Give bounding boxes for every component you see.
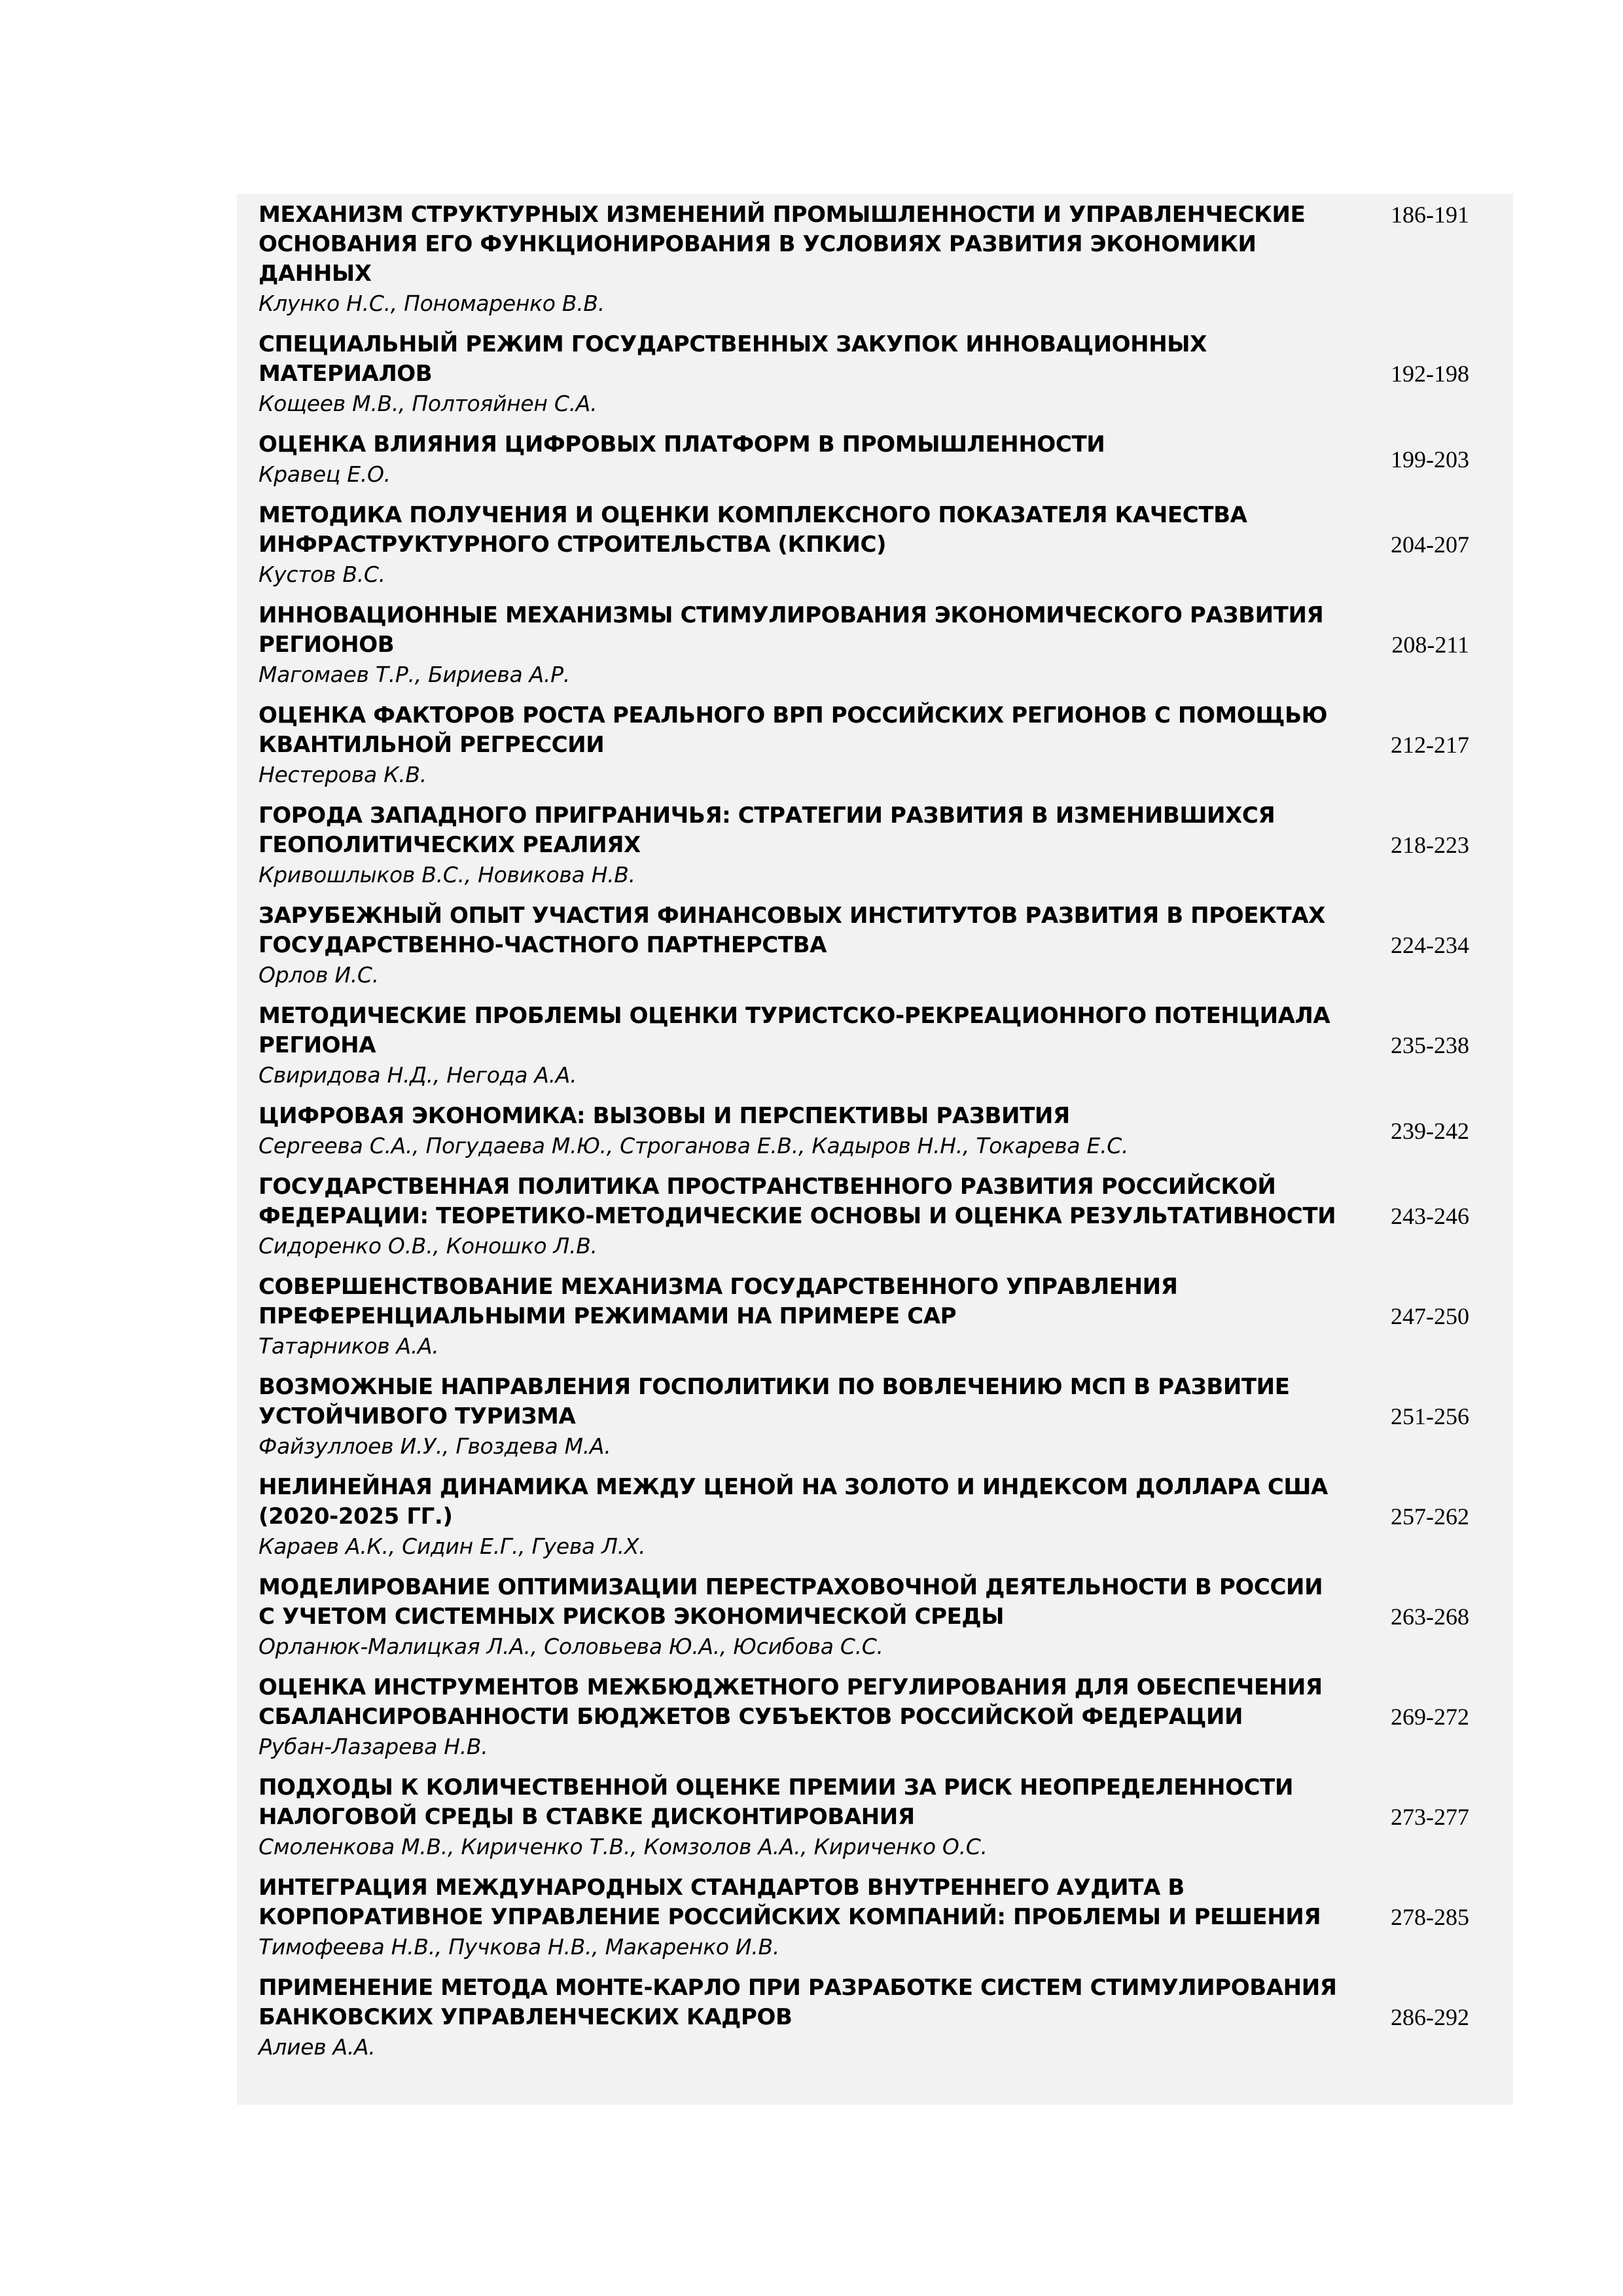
toc-entry-text xyxy=(259,1773,1338,1861)
toc-entry-text xyxy=(259,200,1338,318)
article-title: ОЦЕНКА ФАКТОРОВ РОСТА РЕАЛЬНОГО ВРП РОССИЙСКИХ РЕГИОНОВ С ПОМОЩЬЮ КВАНТИЛЬНОЙ РЕГРЕССИИ xyxy=(259,702,1328,758)
page-range: 247-250 xyxy=(1391,1303,1469,1329)
page-range: 186-191 xyxy=(1391,202,1469,228)
article-authors: Кравец Е.О. xyxy=(259,461,391,487)
toc-entry xyxy=(259,1372,1476,1461)
toc-entry-text xyxy=(259,1573,1338,1661)
article-authors: Кощеев М.В., Полтояйнен С.А. xyxy=(259,391,597,416)
page-range: 269-272 xyxy=(1391,1704,1469,1730)
article-authors: Сидоренко О.В., Коношко Л.В. xyxy=(259,1233,597,1259)
toc-entry-text xyxy=(259,1272,1338,1361)
toc-entry-text xyxy=(259,1473,1338,1561)
page-range: 286-292 xyxy=(1391,2004,1469,2030)
article-title: ГОСУДАРСТВЕННАЯ ПОЛИТИКА ПРОСТРАНСТВЕННОГО РАЗВИТИЯ РОССИЙСКОЙ ФЕДЕРАЦИИ: ТЕОРЕТИКО-МЕТОДИЧЕСКИЕ ОСНОВЫ И ОЦЕНКА РЕЗУЛЬТАТИВНОСТИ xyxy=(259,1174,1336,1229)
article-authors: Клунко Н.С., Пономаренко В.В. xyxy=(259,291,605,316)
page-range: 218-223 xyxy=(1391,832,1469,858)
article-title: МОДЕЛИРОВАНИЕ ОПТИМИЗАЦИИ ПЕРЕСТРАХОВОЧНОЙ ДЕЯТЕЛЬНОСТИ В РОССИИ С УЧЕТОМ СИСТЕМНЫХ РИСКОВ ЭКОНОМИЧЕСКОЙ СРЕДЫ xyxy=(259,1574,1323,1630)
page-range: 239-242 xyxy=(1391,1117,1469,1144)
page-range: 243-246 xyxy=(1391,1203,1469,1229)
toc-entry-text xyxy=(259,1973,1338,2062)
toc-entry xyxy=(259,1102,1476,1160)
toc-entry xyxy=(259,330,1476,418)
toc-entry xyxy=(259,1773,1476,1861)
toc-entry xyxy=(259,1001,1476,1090)
article-title: ОЦЕНКА ВЛИЯНИЯ ЦИФРОВЫХ ПЛАТФОРМ В ПРОМЫШЛЕННОСТИ xyxy=(259,431,1105,457)
article-authors: Свиридова Н.Д., Негода А.А. xyxy=(259,1062,577,1088)
toc-entry xyxy=(259,801,1476,889)
page-range: 199-203 xyxy=(1391,446,1469,473)
article-authors: Кривошлыков В.С., Новикова Н.В. xyxy=(259,862,635,888)
toc-entry xyxy=(259,901,1476,990)
page-range: 204-207 xyxy=(1391,531,1469,558)
article-title: ЗАРУБЕЖНЫЙ ОПЫТ УЧАСТИЯ ФИНАНСОВЫХ ИНСТИТУТОВ РАЗВИТИЯ В ПРОЕКТАХ ГОСУДАРСТВЕННО-ЧАСТНОГО ПАРТНЕРСТВА xyxy=(259,903,1325,958)
article-authors: Рубан-Лазарева Н.В. xyxy=(259,1734,488,1759)
toc-entry-text xyxy=(259,1102,1338,1160)
article-title: ПРИМЕНЕНИЕ МЕТОДА МОНТЕ-КАРЛО ПРИ РАЗРАБОТКЕ СИСТЕМ СТИМУЛИРОВАНИЯ БАНКОВСКИХ УПРАВЛЕНЧЕСКИХ КАДРОВ xyxy=(259,1975,1337,2030)
article-title: СОВЕРШЕНСТВОВАНИЕ МЕХАНИЗМА ГОСУДАРСТВЕННОГО УПРАВЛЕНИЯ ПРЕФЕРЕНЦИАЛЬНЫМИ РЕЖИМАМИ НА ПРИМЕРЕ САР xyxy=(259,1274,1178,1329)
page-range: 208-211 xyxy=(1391,632,1469,658)
toc-entry xyxy=(259,501,1476,589)
article-title: МЕХАНИЗМ СТРУКТУРНЫХ ИЗМЕНЕНИЙ ПРОМЫШЛЕННОСТИ И УПРАВЛЕНЧЕСКИЕ ОСНОВАНИЯ ЕГО ФУНКЦИОНИРОВАНИЯ В УСЛОВИЯХ РАЗВИТИЯ ЭКОНОМИКИ ДАННЫХ xyxy=(259,202,1306,287)
toc-entry xyxy=(259,1973,1476,2062)
article-authors: Алиев А.А. xyxy=(259,2034,376,2060)
article-title: ИНТЕГРАЦИЯ МЕЖДУНАРОДНЫХ СТАНДАРТОВ ВНУТРЕННЕГО АУДИТА В КОРПОРАТИВНОЕ УПРАВЛЕНИЕ РОССИЙСКИХ КОМПАНИЙ: ПРОБЛЕМЫ И РЕШЕНИЯ xyxy=(259,1874,1321,1930)
article-title: ВОЗМОЖНЫЕ НАПРАВЛЕНИЯ ГОСПОЛИТИКИ ПО ВОВЛЕЧЕНИЮ МСП В РАЗВИТИЕ УСТОЙЧИВОГО ТУРИЗМА xyxy=(259,1374,1290,1429)
page-range: 192-198 xyxy=(1391,361,1469,387)
article-title: МЕТОДИЧЕСКИЕ ПРОБЛЕМЫ ОЦЕНКИ ТУРИСТСКО-РЕКРЕАЦИОННОГО ПОТЕНЦИАЛА РЕГИОНА xyxy=(259,1003,1330,1058)
article-authors: Орлов И.С. xyxy=(259,962,379,988)
article-title: ГОРОДА ЗАПАДНОГО ПРИГРАНИЧЬЯ: СТРАТЕГИИ РАЗВИТИЯ В ИЗМЕНИВШИХСЯ ГЕОПОЛИТИЧЕСКИХ РЕАЛИЯХ xyxy=(259,802,1275,858)
page-range: 273-277 xyxy=(1391,1804,1469,1830)
page-range: 251-256 xyxy=(1391,1403,1469,1429)
toc-entry xyxy=(259,200,1476,318)
toc-entry xyxy=(259,1673,1476,1761)
article-authors: Тимофеева Н.В., Пучкова Н.В., Макаренко И.В. xyxy=(259,1934,780,1960)
article-title: ЦИФРОВАЯ ЭКОНОМИКА: ВЫЗОВЫ И ПЕРСПЕКТИВЫ РАЗВИТИЯ xyxy=(259,1103,1070,1129)
article-authors: Орланюк-Малицкая Л.А., Соловьева Ю.А., Юсибова С.С. xyxy=(259,1634,883,1659)
article-authors: Файзуллоев И.У., Гвоздева М.А. xyxy=(259,1433,611,1459)
page-range: 278-285 xyxy=(1391,1904,1469,1930)
toc-entry xyxy=(259,701,1476,789)
article-title: ИННОВАЦИОННЫЕ МЕХАНИЗМЫ СТИМУЛИРОВАНИЯ ЭКОНОМИЧЕСКОГО РАЗВИТИЯ РЕГИОНОВ xyxy=(259,602,1324,658)
toc-entry xyxy=(259,1272,1476,1361)
toc-entry-text xyxy=(259,430,1338,489)
article-title: ОЦЕНКА ИНСТРУМЕНТОВ МЕЖБЮДЖЕТНОГО РЕГУЛИРОВАНИЯ ДЛЯ ОБЕСПЕЧЕНИЯ СБАЛАНСИРОВАННОСТИ БЮДЖЕТОВ СУБЪЕКТОВ РОССИЙСКОЙ ФЕДЕРАЦИИ xyxy=(259,1674,1323,1730)
toc-entry-text xyxy=(259,1873,1338,1962)
table-of-contents xyxy=(259,200,1476,2073)
toc-entry-text xyxy=(259,1673,1338,1761)
toc-entry-text xyxy=(259,601,1338,689)
toc-entry-text xyxy=(259,330,1338,418)
toc-entry-text xyxy=(259,901,1338,990)
toc-entry-text xyxy=(259,501,1338,589)
page-range: 235-238 xyxy=(1391,1032,1469,1058)
article-title: ПОДХОДЫ К КОЛИЧЕСТВЕННОЙ ОЦЕНКЕ ПРЕМИИ ЗА РИСК НЕОПРЕДЕЛЕННОСТИ НАЛОГОВОЙ СРЕДЫ В СТАВКЕ ДИСКОНТИРОВАНИЯ xyxy=(259,1774,1294,1830)
toc-entry-text xyxy=(259,1001,1338,1090)
toc-entry xyxy=(259,1873,1476,1962)
toc-entry xyxy=(259,430,1476,489)
article-authors: Караев А.К., Сидин Е.Г., Гуева Л.Х. xyxy=(259,1534,646,1559)
toc-entry xyxy=(259,1172,1476,1261)
toc-entry xyxy=(259,601,1476,689)
article-authors: Сергеева С.А., Погудаева М.Ю., Строганова Е.В., Кадыров Н.Н., Токарева Е.С. xyxy=(259,1133,1129,1158)
toc-entry-text xyxy=(259,1372,1338,1461)
article-title: СПЕЦИАЛЬНЫЙ РЕЖИМ ГОСУДАРСТВЕННЫХ ЗАКУПОК ИННОВАЦИОННЫХ МАТЕРИАЛОВ xyxy=(259,331,1207,387)
toc-entry xyxy=(259,1573,1476,1661)
page-range: 212-217 xyxy=(1391,732,1469,758)
page-range: 263-268 xyxy=(1391,1604,1469,1630)
article-authors: Магомаев Т.Р., Бириева А.Р. xyxy=(259,662,570,687)
article-authors: Кустов В.С. xyxy=(259,562,385,587)
page-range: 224-234 xyxy=(1391,932,1469,958)
toc-entry-text xyxy=(259,1172,1338,1261)
toc-entry-text xyxy=(259,701,1338,789)
article-authors: Татарников А.А. xyxy=(259,1333,439,1359)
article-title: НЕЛИНЕЙНАЯ ДИНАМИКА МЕЖДУ ЦЕНОЙ НА ЗОЛОТО И ИНДЕКСОМ ДОЛЛАРА США (2020-2025 ГГ.) xyxy=(259,1474,1328,1530)
article-authors: Смоленкова М.В., Кириченко Т.В., Комзолов А.А., Кириченко О.С. xyxy=(259,1834,988,1859)
page-range: 257-262 xyxy=(1391,1503,1469,1530)
article-authors: Нестерова К.В. xyxy=(259,762,427,787)
article-title: МЕТОДИКА ПОЛУЧЕНИЯ И ОЦЕНКИ КОМПЛЕКСНОГО ПОКАЗАТЕЛЯ КАЧЕСТВА ИНФРАСТРУКТУРНОГО СТРОИТЕЛЬСТВА (КПКИС) xyxy=(259,502,1247,558)
toc-entry xyxy=(259,1473,1476,1561)
toc-entry-text xyxy=(259,801,1338,889)
